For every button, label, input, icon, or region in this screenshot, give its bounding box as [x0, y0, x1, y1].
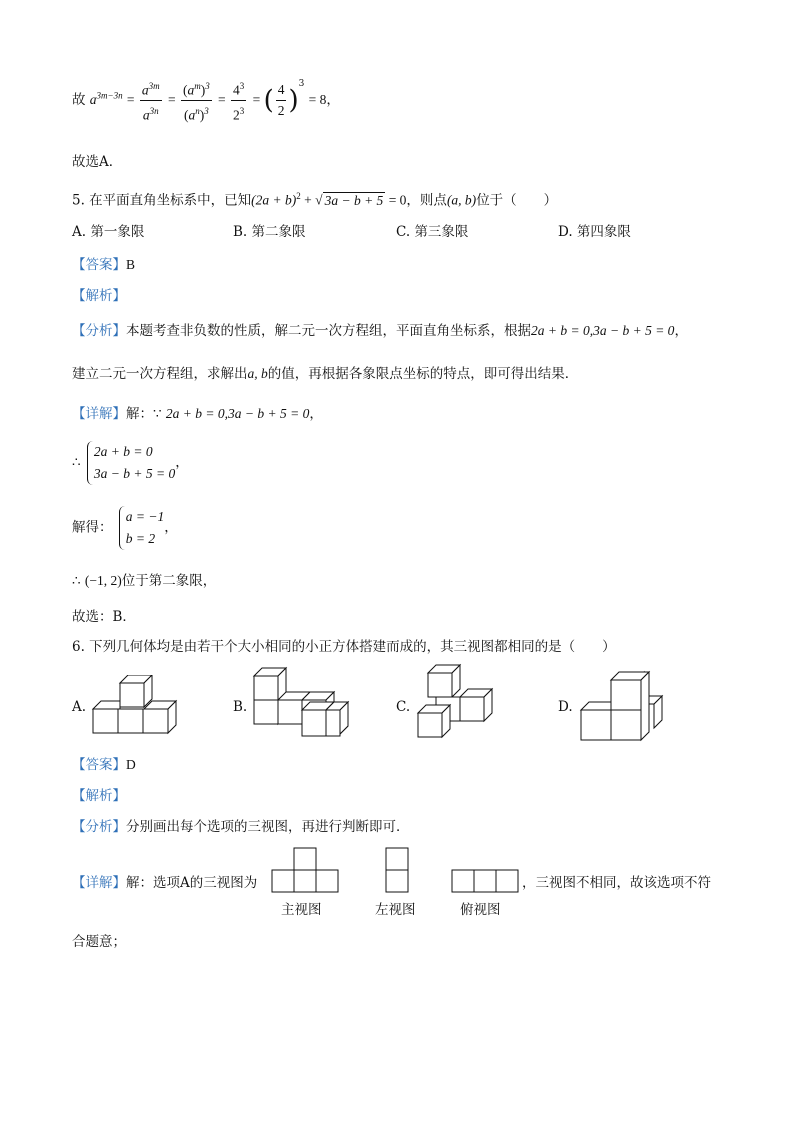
q6-option-b-label[interactable]: B. [233, 699, 248, 715]
q5-stem-sqrt: 3a − b + 5 [324, 192, 384, 208]
frac2-num-exp: m [194, 80, 201, 91]
detail-tag: 【详解】 [72, 406, 126, 422]
therefore-symbol-1: ∴ [72, 454, 81, 470]
q5-fenxi [72, 321, 688, 341]
detail-equation: 2a + b = 0,3a − b + 5 = 0 [165, 406, 310, 421]
analysis-tag: 【解析】 [72, 288, 126, 304]
frac3-num-exp: 3 [239, 80, 245, 91]
frac4-num: 4 [276, 80, 287, 101]
q6-fenxi-text: 分别画出每个选项的三视图，再进行判断即可． [126, 819, 410, 835]
fraction-4 [276, 80, 287, 121]
q5-stem-c: + [300, 192, 316, 208]
q5-stem-d: = 0，则点 [385, 192, 447, 208]
q5-stem-point: (a, b) [446, 192, 477, 208]
q6-answer-tag: 【答案】 [72, 757, 126, 773]
fenxi-tag: 【分析】 [72, 323, 126, 339]
q5-point-line [72, 571, 216, 591]
q6-answer-value: D [126, 757, 136, 772]
frac2-outer-exp: 3 [205, 80, 210, 91]
q6-answer [72, 755, 136, 775]
fenxi-line2-a: 建立二元一次方程组，求解出 [72, 366, 248, 382]
q6-option-c-label[interactable]: C. [396, 699, 411, 715]
frac1-den-exp: 3n [149, 106, 159, 116]
intro-choice: 故选A． [72, 154, 123, 170]
fenxi-line2-b: 的值，再根据各象限点坐标的特点，即可得出结果． [267, 366, 579, 382]
detail-end: ， [309, 406, 323, 422]
intro-result: = 8， [308, 92, 340, 107]
lhs-exponent: 3m−3n [96, 90, 123, 101]
q5-option-c[interactable]: C. 第三象限 [396, 224, 469, 240]
q6-detail-c: 合题意； [72, 934, 126, 950]
solve-label: 解得： [72, 519, 113, 536]
q6-detail-a: 解：选项A的三视图为 [126, 875, 258, 891]
q6-option-d-label[interactable]: D. [558, 699, 573, 715]
point-text: 位于第二象限， [121, 573, 217, 589]
intro-equation: 故 $a^{3m-3n}$ = $\frac{a^{3m}}{a^{3n}}$ = $\frac{(a^m)^3}{(a^n)^3}$ = $\frac{4^3}{2^3}$ = ( $\frac{4}{2}$ )$^3$ = 8， [72, 74, 340, 126]
q6-option-a-label[interactable]: A. [72, 699, 87, 715]
sys1-end: ， [175, 454, 189, 471]
q5-option-a[interactable]: A. 第一象限 [72, 224, 145, 240]
q5-stem: 5. 在平面直角坐标系中，已知$(2a + b)^2$ + √ 3a − b + 5 = 0，则点(a, b)位于（ ） [72, 191, 558, 209]
answer-value: B [126, 257, 136, 272]
q6-detail-b: ，三视图不相同，故该选项不符 [522, 875, 711, 891]
q6-detail [72, 873, 257, 893]
frac2-den-outer-exp: 3 [204, 106, 209, 116]
q5-stem-b: (2a + b) [251, 192, 297, 208]
frac3-num: 4 [233, 82, 240, 97]
because-symbol: ∵ [153, 406, 162, 421]
frac4-outer-exp: 3 [298, 79, 305, 89]
q5-system-1 [72, 441, 189, 485]
fraction-2: $\frac{(a^m)^3}{(a^n)^3}$ [181, 76, 212, 126]
cube-figure-c [414, 663, 500, 745]
q5-system-2 [72, 506, 178, 550]
frac3-den-exp: 3 [239, 106, 245, 116]
therefore-symbol-2: ∴ [72, 573, 81, 588]
q5-stem-a: 5. 在平面直角坐标系中，已知 [72, 192, 252, 209]
q5-answer [72, 255, 135, 275]
fenxi-line2-var: a, b [247, 366, 268, 381]
front-view-label: 主视图 [281, 902, 322, 918]
sys2-eq2: b = 2 [125, 531, 156, 546]
q5-option-b[interactable]: B. 第二象限 [233, 224, 306, 240]
fenxi-end: ， [674, 323, 688, 339]
left-view-diagram [385, 847, 411, 893]
fenxi-text: 本题考查非负数的性质，解二元一次方程组，平面直角坐标系，根据 [126, 323, 531, 339]
q5-analysis-tag [72, 286, 126, 306]
top-view-label: 俯视图 [460, 902, 501, 918]
q6-analysis-tag [72, 786, 126, 806]
equation-system-1 [87, 441, 175, 485]
front-view-diagram [271, 847, 341, 893]
sys2-eq1: a = −1 [125, 509, 165, 524]
q5-stem-sq: 2 [296, 191, 301, 201]
sys2-end: ， [164, 519, 178, 536]
left-view-label: 左视图 [375, 902, 416, 918]
q5-detail [72, 404, 323, 424]
frac1-num-exp: 3m [148, 80, 160, 91]
frac3-den: 2 [233, 107, 240, 123]
q5-option-d[interactable]: D. 第四象限 [558, 224, 631, 240]
q6-fenxi-tag: 【分析】 [72, 819, 126, 835]
q6-stem: 6. 下列几何体均是由若干个大小相同的小正方体搭建而成的，其三视图都相同的是（ ） [72, 639, 616, 655]
q5-choice: 故选：B． [72, 609, 136, 625]
q6-analysis-tag-text: 【解析】 [72, 788, 126, 804]
answer-tag: 【答案】 [72, 257, 126, 273]
point-coords: (−1, 2) [84, 573, 122, 588]
top-view-diagram [451, 869, 521, 893]
equation-system-2 [119, 506, 164, 550]
intro-prefix: 故 [72, 92, 86, 108]
q5-stem-e: 位于（ ） [476, 192, 558, 209]
sys1-eq1: 2a + b = 0 [93, 444, 153, 459]
cube-figure-a [90, 675, 182, 737]
cube-figure-b [250, 666, 352, 744]
frac4-den: 2 [277, 103, 285, 118]
cube-figure-d [578, 666, 670, 744]
detail-a: 解： [126, 406, 153, 422]
fenxi-equation: 2a + b = 0,3a − b + 5 = 0 [531, 323, 675, 338]
q6-detail-tag: 【详解】 [72, 875, 126, 891]
fraction-1: $\frac{a^{3m}}{a^{3n}}$ [140, 76, 162, 126]
fraction-3 [231, 76, 246, 126]
q6-fenxi [72, 817, 410, 837]
q5-fenxi-line2 [72, 364, 578, 384]
frac2-den-exp: n [195, 106, 200, 116]
sys1-eq2: 3a − b + 5 = 0 [93, 466, 176, 481]
